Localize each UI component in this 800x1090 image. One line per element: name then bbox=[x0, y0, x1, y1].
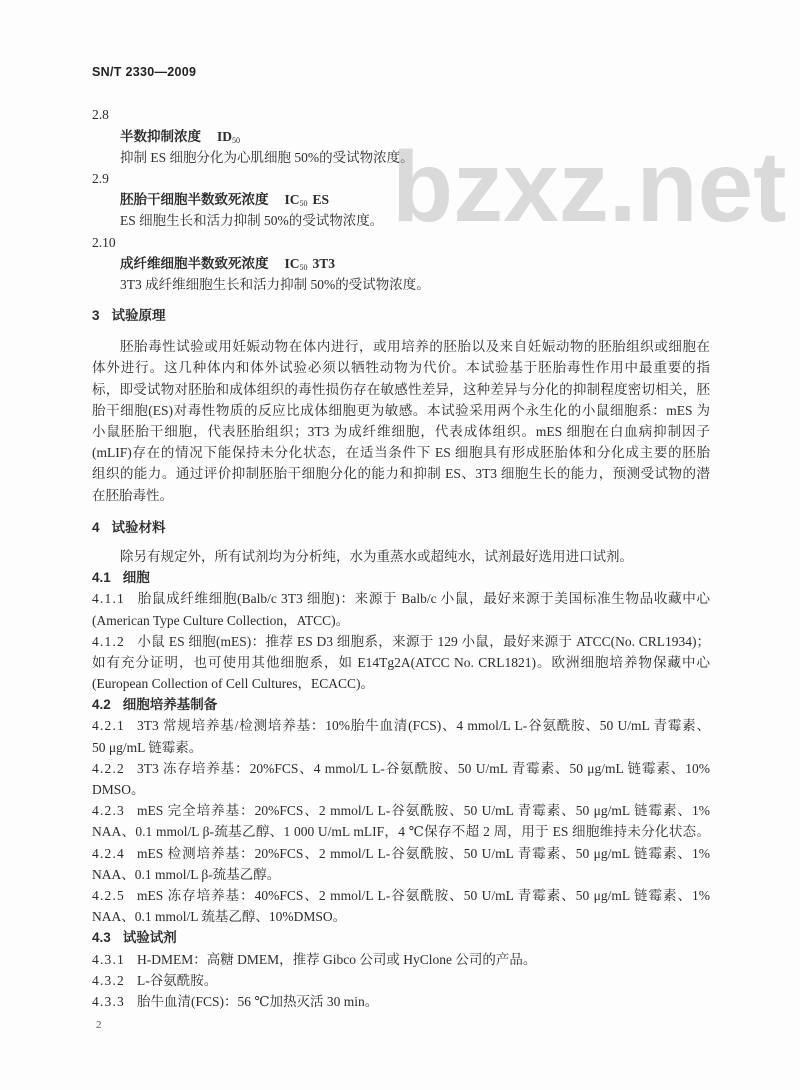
list-item-text: 小鼠 ES 细胞(mES)：推荐 ES D3 细胞系，来源于 129 小鼠，最好来源于 ATCC(No. CRL1934)； bbox=[137, 633, 710, 649]
term-heading bbox=[92, 126, 710, 147]
list-item-continuation: (American Type Culture Collection，ATCC)。 bbox=[92, 612, 350, 628]
page-number: 2 bbox=[96, 1019, 102, 1031]
section-heading bbox=[92, 517, 710, 538]
term-symbol-suffix: ES bbox=[312, 192, 330, 208]
term-number: 2.10 bbox=[92, 234, 116, 250]
subsection-title: 细胞 bbox=[122, 570, 150, 587]
paragraph-line: 标，即受试物对胚胎和成体组织的毒性损伤存在敏感性差异，这种差异与分化的抑制程度密切相关，胚 bbox=[92, 381, 710, 397]
paragraph-line: 胎干细胞(ES)对毒性物质的反应比成体细胞更为敏感。本试验采用两个永生化的小鼠细胞系：mES 为 bbox=[92, 402, 710, 418]
list-item bbox=[92, 588, 710, 609]
subsection-heading bbox=[92, 927, 710, 948]
list-item-number: 4.2.4 bbox=[92, 845, 125, 861]
subsection-title: 细胞培养基制备 bbox=[122, 697, 218, 714]
term-symbol bbox=[217, 129, 240, 144]
list-item-text: 胎鼠成纤维细胞(Balb/c 3T3 细胞)：来源于 Balb/c 小鼠，最好来源于美国标准生物品收藏中心 bbox=[137, 591, 710, 607]
list-item-number: 4.1.2 bbox=[92, 633, 125, 649]
term-symbol-subscript: 50 bbox=[299, 262, 308, 272]
term-definition: 3T3 成纤维细胞生长和活力抑制 50%的受试物浓度。 bbox=[120, 276, 430, 292]
list-item bbox=[92, 631, 710, 652]
paragraph-line: 组织的能力。通过评价抑制胚胎干细胞分化的能力和抑制 ES、3T3 细胞生长的能力，预测受试物的潜 bbox=[92, 466, 710, 482]
list-item-continuation: NAA、0.1 mmol/L 巯基乙醇、10%DMSO。 bbox=[92, 909, 347, 925]
list-item-text: 胎牛血清(FCS)：56 ℃加热灭活 30 min。 bbox=[137, 993, 379, 1009]
list-item-continuation: 50 μg/mL 链霉素。 bbox=[92, 739, 203, 755]
subsection-heading bbox=[92, 567, 710, 588]
list-item-continuation: DMSO。 bbox=[92, 782, 145, 798]
list-item-continuation: 如有充分证明，也可使用其他细胞系，如 E14Tg2A(ATCC No. CRL1821)。欧洲细胞培养物保藏中心 bbox=[92, 654, 710, 670]
term-definition: ES 细胞生长和活力抑制 50%的受试物浓度。 bbox=[120, 213, 384, 229]
term-symbol-base: IC bbox=[284, 255, 300, 271]
term-symbol-base: IC bbox=[284, 192, 300, 208]
list-item bbox=[92, 715, 710, 736]
watermark: bzxz.net bbox=[392, 131, 787, 243]
list-item-text: mES 完全培养基：20%FCS、2 mmol/L L-谷氨酰胺、50 U/mL 青霉素、50 μg/mL 链霉素、1% bbox=[137, 803, 710, 819]
list-item bbox=[92, 970, 710, 991]
subsection-title: 试验试剂 bbox=[122, 930, 177, 947]
list-item-number: 4.3.2 bbox=[92, 972, 125, 988]
section-intro: 除另有规定外，所有试剂均为分析纯，水为重蒸水或超纯水，试剂最好选用进口试剂。 bbox=[120, 548, 633, 564]
standard-code-header: SN/T 2330—2009 bbox=[92, 65, 197, 79]
list-item-continuation: (European Collection of Cell Cultures，ECACC)。 bbox=[92, 676, 374, 692]
paragraph-line: 体外进行。这几种体内和体外试验必须以牺牲动物为代价。本试验基于胚胎毒性作用中最重要的指 bbox=[92, 360, 710, 376]
term-symbol-base: ID bbox=[217, 128, 233, 144]
term-definition: 抑制 ES 细胞分化为心肌细胞 50%的受试物浓度。 bbox=[120, 149, 414, 165]
list-item-number: 4.2.2 bbox=[92, 760, 125, 776]
subsection-number: 4.1 bbox=[92, 570, 111, 586]
list-item-continuation: NAA、0.1 mmol/L β-巯基乙醇。 bbox=[92, 866, 281, 882]
section-number: 3 bbox=[92, 308, 100, 324]
list-item-text: mES 检测培养基：20%FCS、2 mmol/L L-谷氨酰胺、50 U/mL 青霉素、50 μg/mL 链霉素、1% bbox=[137, 845, 710, 861]
list-item bbox=[92, 991, 710, 1012]
paragraph-line: 小鼠胚胎干细胞，代表胚胎组织；3T3 为成纤维细胞，代表成体组织。mES 细胞在白血病抑制因子 bbox=[92, 424, 710, 440]
list-item-text: 3T3 冻存培养基：20%FCS、4 mmol/L L-谷氨酰胺、50 U/mL 青霉素、50 μg/mL 链霉素、10% bbox=[137, 760, 710, 776]
paragraph-line: (mLIF)存在的情况下能保持未分化状态，在适当条件下 ES 细胞具有形成胚胎体和分化成主要的胚胎 bbox=[92, 445, 710, 461]
list-item-text: mES 冻存培养基：40%FCS、2 mmol/L L-谷氨酰胺、50 U/mL 青霉素、50 μg/mL 链霉素、1% bbox=[137, 887, 710, 903]
list-item-number: 4.3.1 bbox=[92, 951, 125, 967]
section-heading bbox=[92, 305, 710, 326]
term-heading bbox=[92, 253, 710, 274]
subsection-number: 4.2 bbox=[92, 697, 111, 713]
term-number: 2.9 bbox=[92, 170, 109, 186]
term-symbol bbox=[285, 256, 336, 271]
list-item-number: 4.1.1 bbox=[92, 591, 125, 607]
term-symbol-subscript: 50 bbox=[232, 135, 241, 145]
list-item-text: 3T3 常规培养基/检测培养基：10%胎牛血清(FCS)、4 mmol/L L-谷氨酰胺、50 U/mL 青霉素、 bbox=[137, 718, 710, 734]
list-item-continuation: NAA、0.1 mmol/L β-巯基乙醇、1 000 U/mL mLIF，4 ℃保存不超 2 周，用于 ES 细胞维持未分化状态。 bbox=[92, 824, 710, 840]
list-item-number: 4.2.3 bbox=[92, 803, 125, 819]
section-title: 试验原理 bbox=[111, 308, 166, 325]
term-heading bbox=[92, 189, 710, 210]
subsection-number: 4.3 bbox=[92, 930, 111, 946]
term-symbol-suffix: 3T3 bbox=[312, 255, 336, 271]
list-item-number: 4.3.3 bbox=[92, 993, 125, 1009]
list-item bbox=[92, 800, 710, 821]
list-item-text: H-DMEM：高糖 DMEM，推荐 Gibco 公司或 HyClone 公司的产品。 bbox=[137, 951, 537, 967]
term-symbol-subscript: 50 bbox=[299, 199, 308, 209]
section-number: 4 bbox=[92, 519, 100, 535]
term-symbol bbox=[285, 192, 330, 207]
list-item-text: L-谷氨酰胺。 bbox=[137, 972, 218, 988]
page-body bbox=[92, 104, 710, 1012]
list-item-number: 4.2.5 bbox=[92, 887, 125, 903]
subsection-heading bbox=[92, 694, 710, 715]
list-item bbox=[92, 843, 710, 864]
list-item bbox=[92, 758, 710, 779]
term-name: 胚胎干细胞半数致死浓度 bbox=[120, 192, 269, 209]
term-name: 半数抑制浓度 bbox=[120, 128, 201, 145]
list-item bbox=[92, 949, 710, 970]
term-number: 2.8 bbox=[92, 107, 109, 123]
paragraph-line: 在胚胎毒性。 bbox=[92, 487, 173, 503]
list-item bbox=[92, 885, 710, 906]
section-title: 试验材料 bbox=[111, 519, 166, 536]
paragraph-line: 胚胎毒性试验或用妊娠动物在体内进行，或用培养的胚胎以及来自妊娠动物的胚胎组织或细胞在 bbox=[120, 339, 710, 355]
list-item-number: 4.2.1 bbox=[92, 718, 125, 734]
term-name: 成纤维细胞半数致死浓度 bbox=[120, 255, 269, 272]
